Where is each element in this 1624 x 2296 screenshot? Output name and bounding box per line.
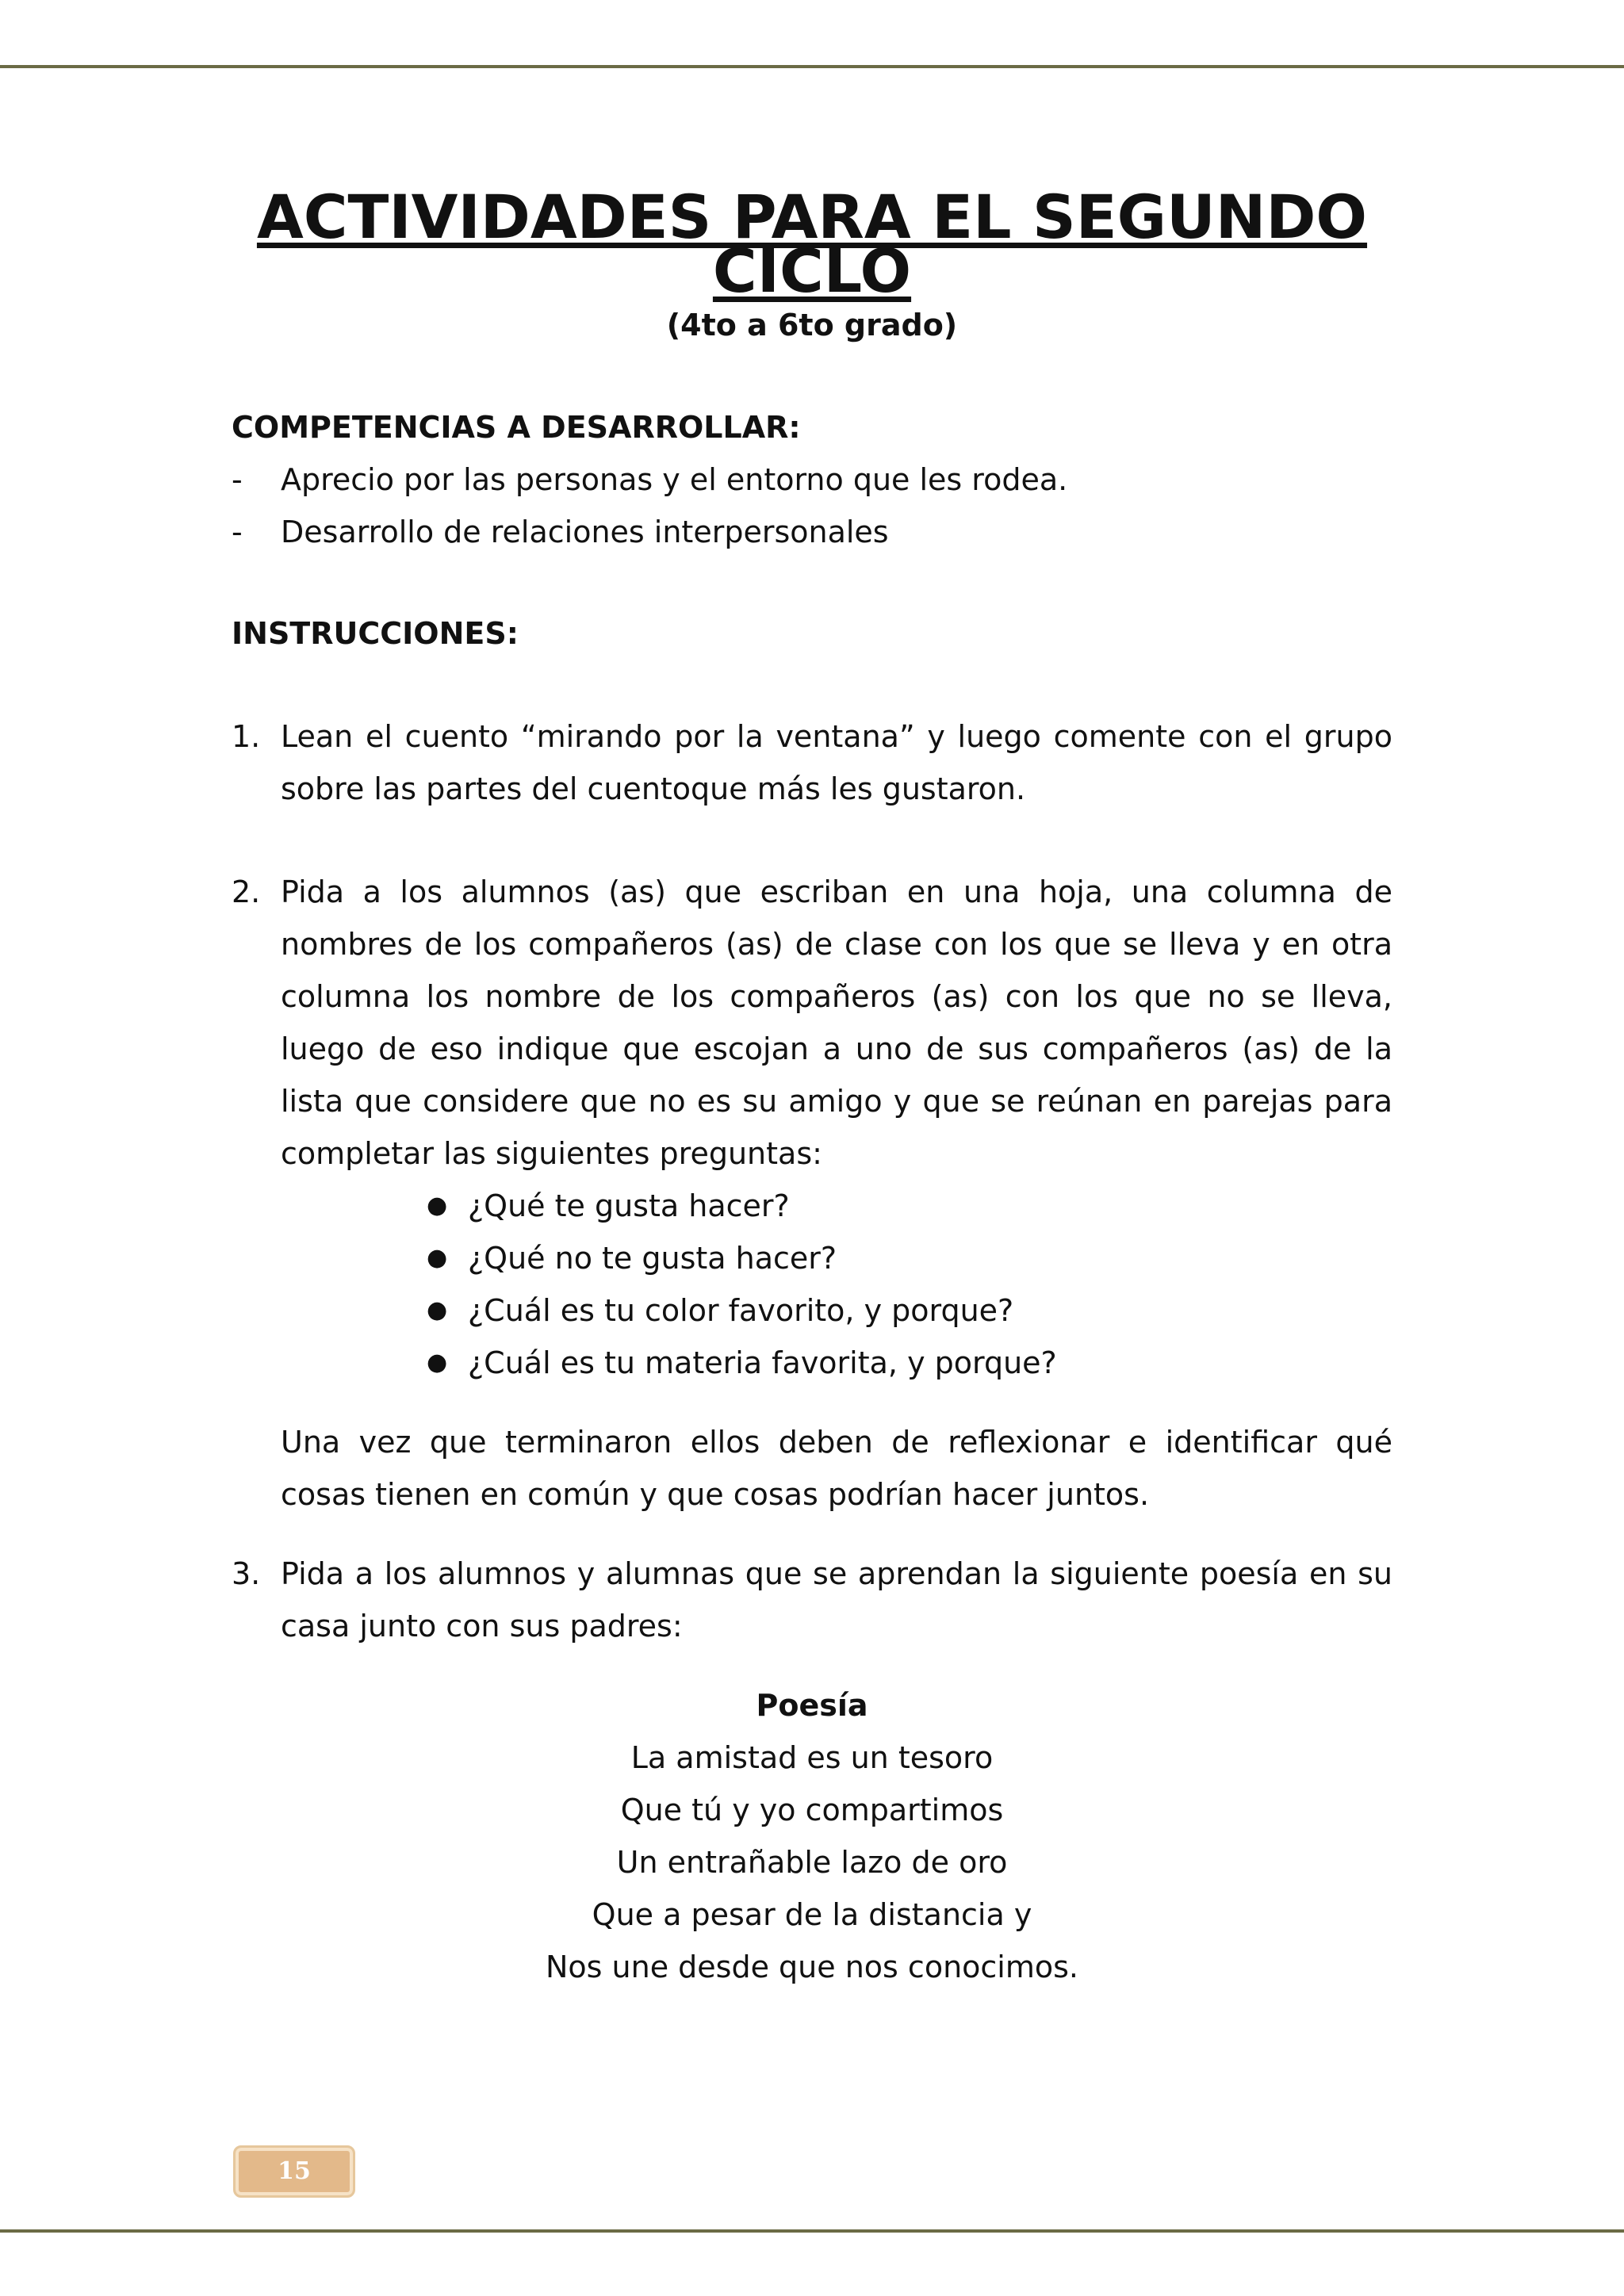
instrucciones-heading: INSTRUCCIONES: <box>232 616 519 651</box>
instruction-item-2 <box>232 866 1392 1180</box>
question-item <box>427 1232 1392 1284</box>
document-page <box>232 182 1392 1993</box>
top-rule <box>0 65 1624 68</box>
question-text: ¿Cuál es tu color favorito, y porque? <box>468 1293 1014 1328</box>
competencia-text: Desarrollo de relaciones interpersonales <box>281 515 889 549</box>
bullet-icon: ● <box>427 1244 448 1272</box>
item-number: 3. <box>232 1556 261 1591</box>
question-text: ¿Cuál es tu materia favorita, y porque? <box>468 1345 1057 1380</box>
item-text: Pida a los alumnos (as) que escriban en una hoja, una columna de nombres de los compañeros (as) de clase con los que se lleva y en otra columna los nombre de los compañeros (as) con los que no se lleva, luego de eso indique que escojan a uno de sus compañeros (as) de la lista que considere que no es su amigo y que se reúnan en parejas para completar las siguientes preguntas: <box>281 874 1392 1171</box>
poem-line: La amistad es un tesoro <box>630 1740 994 1775</box>
item-number: 1. <box>232 719 261 754</box>
item-number: 2. <box>232 874 261 909</box>
bullet-icon: ● <box>427 1349 448 1376</box>
question-text: ¿Qué no te gusta hacer? <box>468 1241 837 1276</box>
followup-paragraph: Una vez que terminaron ellos deben de reflexionar e identificar qué cosas tienen en común y que cosas podrían hacer juntos. <box>281 1425 1392 1512</box>
page-subtitle: (4to a 6to grado) <box>666 308 958 342</box>
page-title <box>232 182 1392 306</box>
poem-line: Que a pesar de la distancia y <box>592 1897 1032 1932</box>
page-title-text: ACTIVIDADES PARA EL SEGUNDO CICLO <box>256 182 1368 306</box>
bottom-rule <box>0 2229 1624 2233</box>
poem-title: Poesía <box>756 1688 868 1723</box>
item-text: Pida a los alumnos y alumnas que se aprendan la siguiente poesía en su casa junto con sus padres: <box>281 1556 1392 1644</box>
question-item <box>427 1180 1392 1232</box>
page-number-badge: 15 <box>233 2145 355 2198</box>
poem-line: Un entrañable lazo de oro <box>616 1845 1008 1880</box>
item-text: Lean el cuento “mirando por la ventana” y luego comente con el grupo sobre las partes del cuentoque más les gustaron. <box>281 719 1392 806</box>
poem <box>232 1679 1392 1993</box>
questions-list <box>232 1180 1392 1389</box>
bullet-icon: ● <box>427 1296 448 1324</box>
dash-marker: - <box>232 462 243 497</box>
competencias-list <box>232 453 1392 558</box>
competencia-text: Aprecio por las personas y el entorno que les rodea. <box>281 462 1068 497</box>
dash-marker: - <box>232 515 243 549</box>
competencia-item <box>232 506 1392 558</box>
question-item <box>427 1337 1392 1389</box>
question-item <box>427 1284 1392 1337</box>
question-text: ¿Qué te gusta hacer? <box>468 1188 790 1223</box>
instruction-item-3 <box>232 1548 1392 1652</box>
competencias-heading: COMPETENCIAS A DESARROLLAR: <box>232 410 801 445</box>
instruction-item-1 <box>232 710 1392 815</box>
competencia-item <box>232 453 1392 506</box>
poem-line: Nos une desde que nos conocimos. <box>546 1950 1078 1984</box>
bullet-icon: ● <box>427 1192 448 1219</box>
poem-line: Que tú y yo compartimos <box>620 1793 1004 1827</box>
